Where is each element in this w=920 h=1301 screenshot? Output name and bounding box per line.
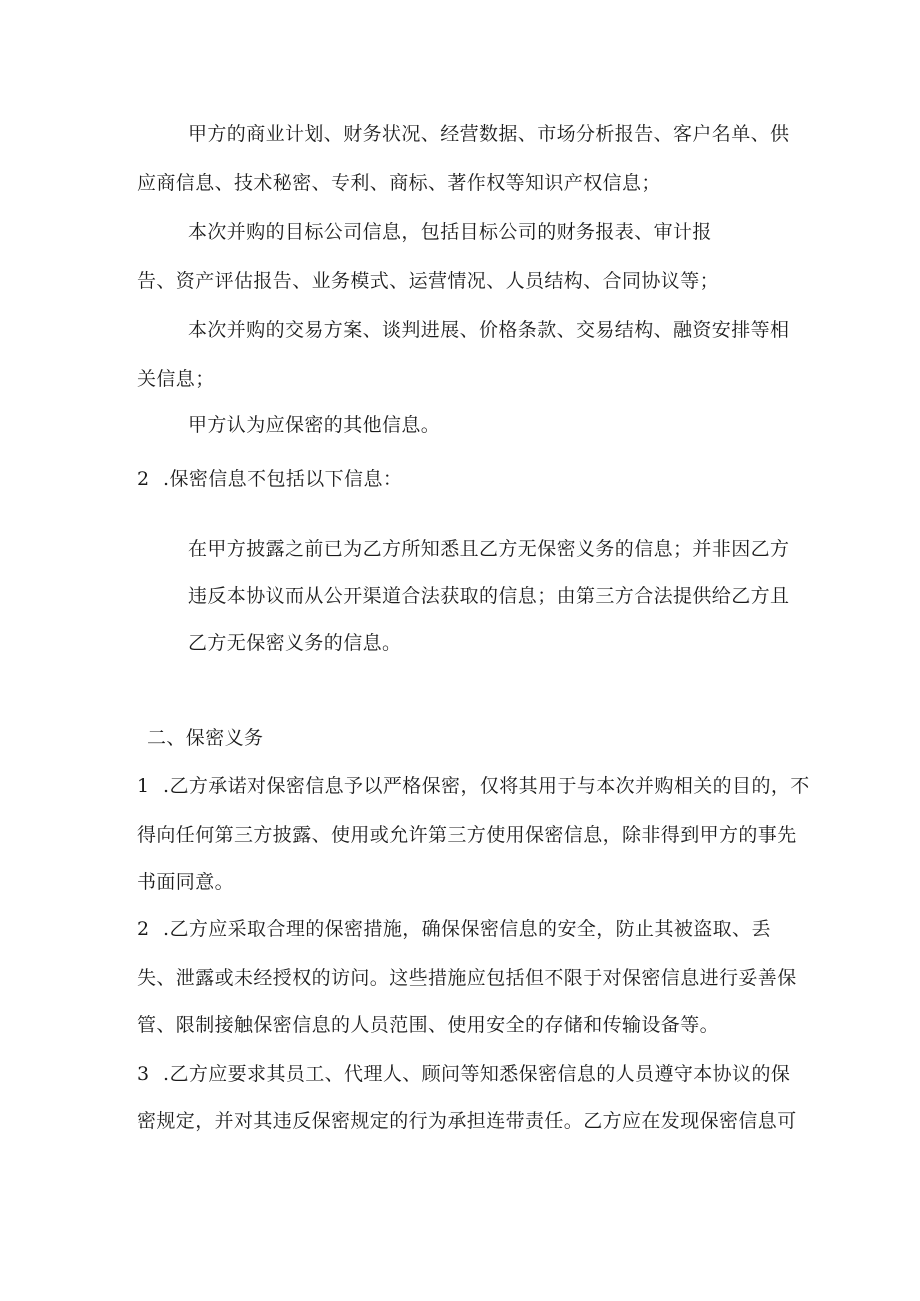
paragraph-line: 在甲方披露之前已为乙方所知悉且乙方无保密义务的信息；并非因乙方 — [188, 538, 790, 560]
list-item-text: .乙方承诺对保密信息予以严格保密，仅将其用于与本次并购相关的目的，不 — [163, 775, 810, 797]
paragraph-line: 本次并购的目标公司信息，包括目标公司的财务报表、审计报 — [188, 221, 712, 243]
paragraph-line: 密规定，并对其违反保密规定的行为承担连带责任。乙方应在发现保密信息可 — [137, 1110, 797, 1132]
paragraph-line: 管、限制接触保密信息的人员范围、使用安全的存储和传输设备等。 — [137, 1014, 720, 1036]
paragraph-line: 告、资产评估报告、业务模式、运营情况、人员结构、合同协议等； — [137, 270, 720, 292]
list-item-text: .保密信息不包括以下信息： — [163, 468, 403, 490]
section-heading: 二、保密义务 — [147, 727, 264, 749]
paragraph-line: 得向任何第三方披露、使用或允许第三方使用保密信息，除非得到甲方的事先 — [137, 824, 797, 846]
paragraph-line: 甲方的商业计划、财务状况、经营数据、市场分析报告、客户名单、供 — [188, 123, 790, 145]
paragraph-line: 甲方认为应保密的其他信息。 — [188, 414, 441, 436]
paragraph-line: 本次并购的交易方案、谈判进展、价格条款、交易结构、融资安排等相 — [188, 319, 790, 341]
list-item-number: 2 — [137, 468, 150, 490]
list-item — [137, 1062, 790, 1086]
list-item — [137, 774, 810, 798]
paragraph-line: 书面同意。 — [137, 871, 235, 893]
paragraph-line: 失、泄露或未经授权的访问。这些措施应包括但不限于对保密信息进行妥善保 — [137, 967, 797, 989]
list-item — [137, 917, 771, 941]
list-item-text: .乙方应要求其员工、代理人、顾问等知悉保密信息的人员遵守本协议的保 — [163, 1063, 791, 1085]
paragraph-line: 关信息； — [137, 368, 215, 390]
list-item-number: 2 — [137, 918, 150, 940]
list-item-number: 1 — [137, 775, 150, 797]
list-item-text: .乙方应采取合理的保密措施，确保保密信息的安全，防止其被盗取、丢 — [163, 918, 771, 940]
paragraph-line: 应商信息、技术秘密、专利、商标、著作权等知识产权信息； — [137, 172, 661, 194]
list-item-number: 3 — [137, 1063, 150, 1085]
list-item — [137, 467, 402, 491]
paragraph-line: 违反本协议而从公开渠道合法获取的信息；由第三方合法提供给乙方且 — [188, 585, 790, 607]
paragraph-line: 乙方无保密义务的信息。 — [188, 632, 402, 654]
